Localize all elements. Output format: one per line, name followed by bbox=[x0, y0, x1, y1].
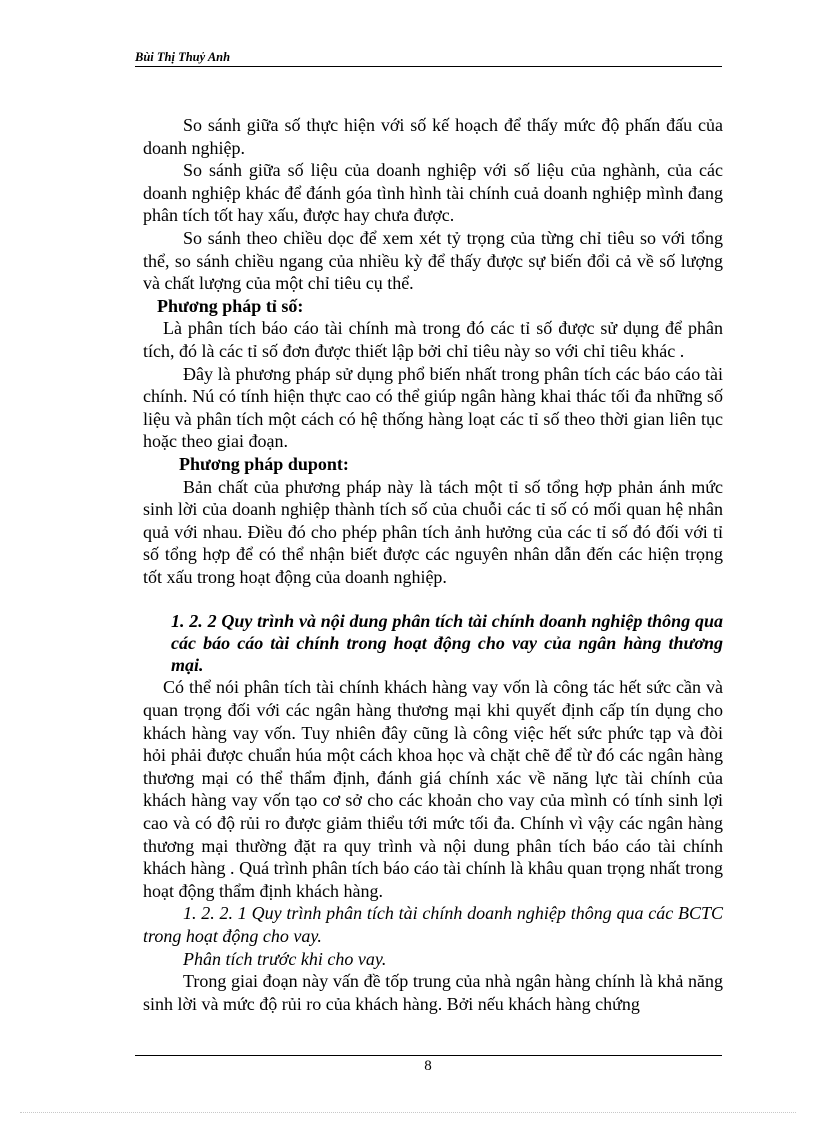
heading-ratio-method: Phương pháp tỉ số: bbox=[157, 295, 304, 316]
paragraph: So sánh giữa số thực hiện với số kế hoạch để thấy mức độ phấn đấu của doanh nghiệp. bbox=[143, 115, 723, 158]
heading-dupont-method: Phương pháp dupont: bbox=[179, 453, 349, 474]
paragraph: So sánh theo chiều dọc để xem xét tỷ trọng của từng chỉ tiêu so với tổng thể, so sánh chiều ngang của nhiều kỳ để thấy được sự biến đổi cả về số lượng và chất lượng của một chỉ tiêu cụ thể. bbox=[143, 227, 723, 294]
section-title: 1. 2. 2 Quy trình và nội dung phân tích tài chính doanh nghiệp thông qua các báo cáo tài chính trong hoạt động cho vay của ngân hàng thương mại. bbox=[171, 611, 723, 676]
page-number: 8 bbox=[424, 1058, 432, 1074]
footer-rule bbox=[135, 1055, 722, 1056]
header-rule bbox=[135, 66, 722, 67]
subsubsection-title: Phân tích trước khi cho vay. bbox=[183, 948, 387, 969]
subsection-title: 1. 2. 2. 1 Quy trình phân tích tài chính doanh nghiệp thông qua các BCTC trong hoạt động cho vay. bbox=[143, 903, 723, 946]
paragraph: Đây là phương pháp sử dụng phổ biến nhất trong phân tích các báo cáo tài chính. Nú có tính hiện thực cao có thể giúp ngân hàng khai thác tối đa những số liệu và phân tích một cách có hệ thống hàng loạt các tỉ số theo thời gian liên tục hoặc theo giai đoạn. bbox=[143, 363, 723, 452]
paragraph: Là phân tích báo cáo tài chính mà trong đó các tỉ số được sử dụng để phân tích, đó là các tỉ số đơn được thiết lập bởi chỉ tiêu này so với chỉ tiêu khác . bbox=[143, 318, 723, 361]
page-bottom-border bbox=[20, 1112, 796, 1113]
paragraph: Có thể nói phân tích tài chính khách hàng vay vốn là công tác hết sức cần và quan trọng đối với các ngân hàng thương mại khi quyết định cấp tín dụng cho khách hàng vay vốn. Tuy nhiên đây cũng là công việc hết sức phức tạp và đòi hỏi phải được chuẩn húa một cách khoa học và chặt chẽ để từ đó các ngân hàng thương mại có thể thẩm định, đánh giá chính xác về năng lực tài chính của khách hàng vay vốn tạo cơ sở cho các khoản cho vay của mình có tính sinh lợi cao và có độ rủi ro được giảm thiểu tới mức tối đa. Chính vì vậy các ngân hàng thương mại thường đặt ra quy trình và nội dung phân tích báo cáo tài chính khách hàng . Quá trình phân tích báo cáo tài chính là khâu quan trọng nhất trong hoạt động thẩm định khách hàng. bbox=[143, 677, 723, 901]
document-body bbox=[143, 114, 723, 1015]
paragraph: Trong giai đoạn này vấn đề tốp trung của nhà ngân hàng chính là khả năng sinh lời và mức độ rủi ro của khách hàng. Bởi nếu khách hàng chứng bbox=[143, 971, 723, 1014]
header-author: Bùi Thị Thuỷ Anh bbox=[135, 50, 231, 64]
paragraph: So sánh giữa số liệu của doanh nghiệp với số liệu của nghành, của các doanh nghiệp khác để đánh góa tình hình tài chính cuả doanh nghiệp mình đang phân tích tốt hay xấu, được hay chưa được. bbox=[143, 160, 723, 226]
spacer bbox=[143, 588, 723, 596]
paragraph: Bản chất của phương pháp này là tách một tỉ số tổng hợp phản ánh mức sinh lời của doanh nghiệp thành tích số của chuỗi các tỉ số có mối quan hệ nhân quả với nhau. Điều đó cho phép phân tích ảnh hưởng của các tỉ số đó đối với tỉ số tổng hợp để có thể nhận biết được các nguyên nhân dẫn đến các hiện trọng tốt xấu trong hoạt động của doanh nghiệp. bbox=[143, 476, 723, 587]
